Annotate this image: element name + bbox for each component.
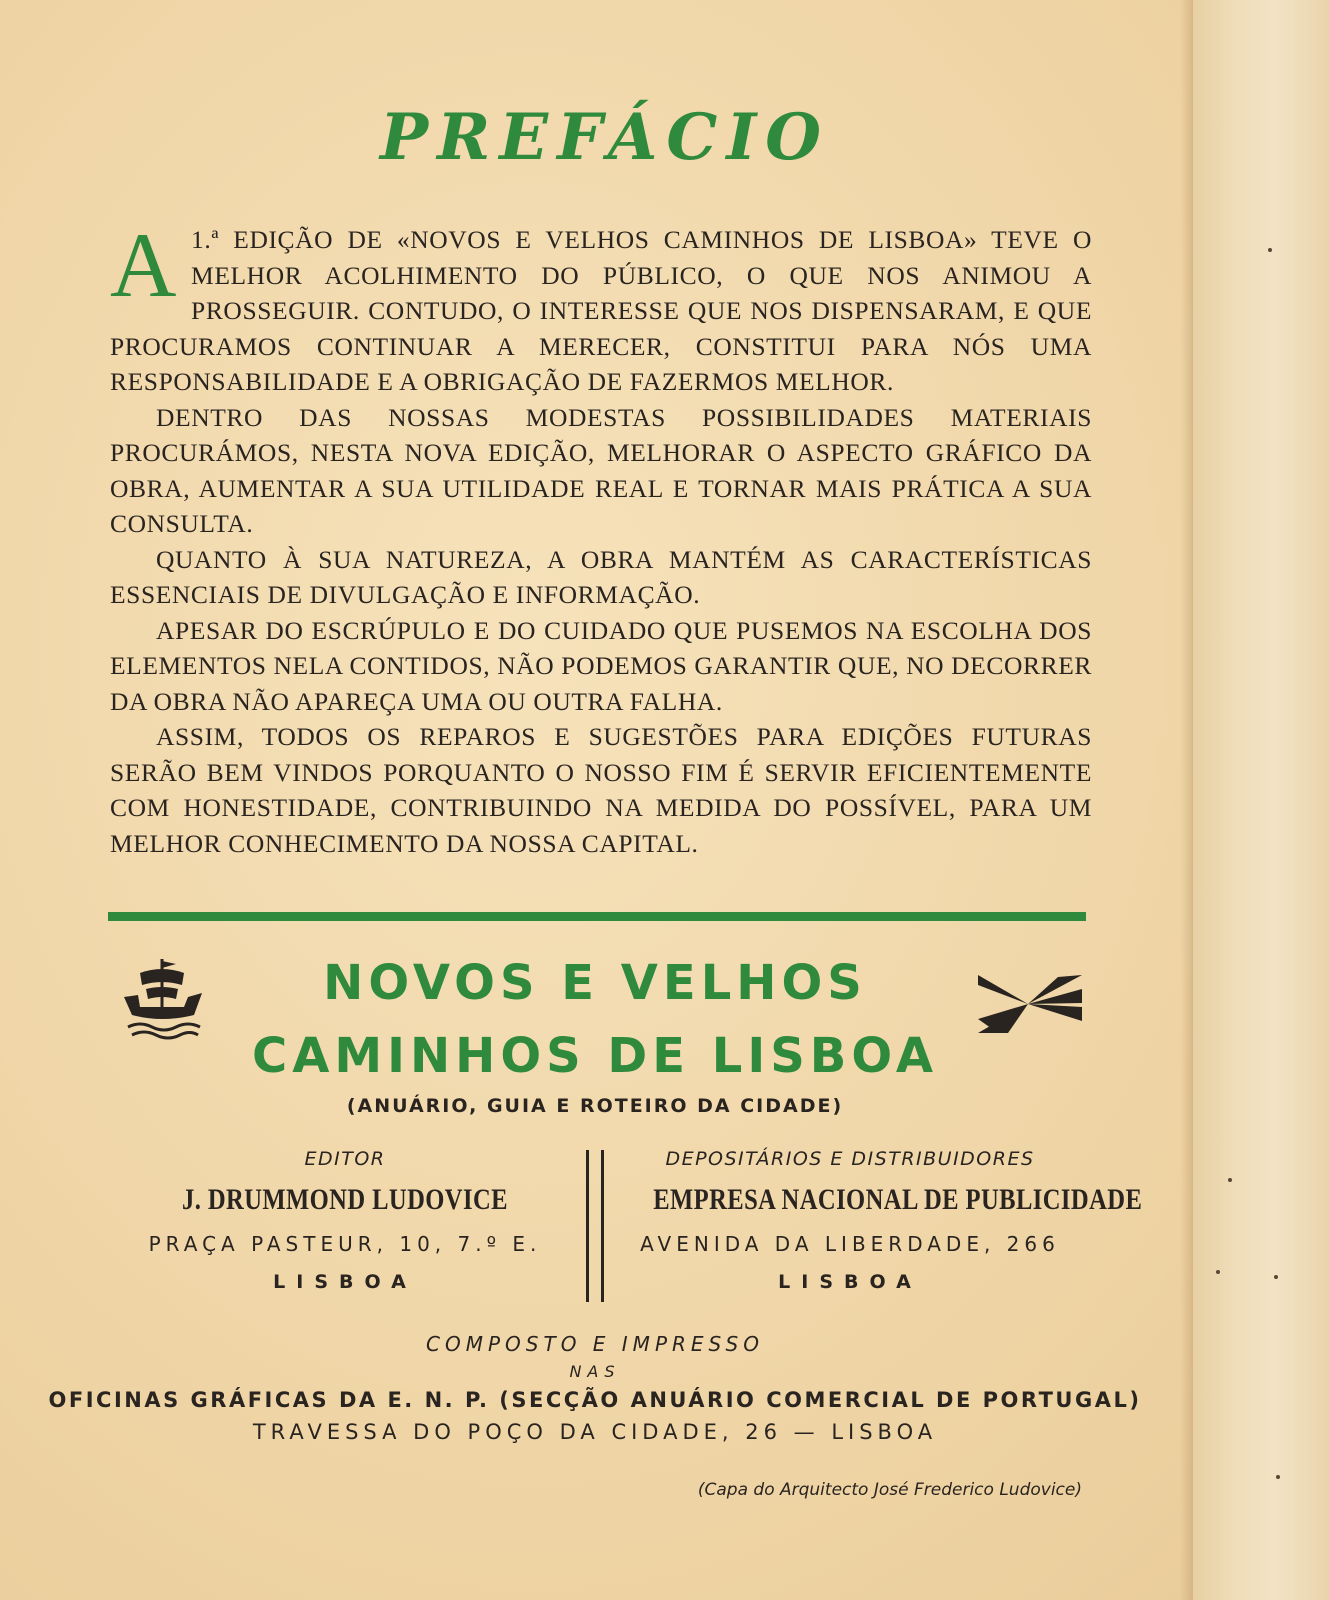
book-spine: [1192, 0, 1329, 1600]
cover-credit: (Capa do Arquitecto José Frederico Ludovice): [697, 1480, 1082, 1500]
editor-city: LISBOA: [273, 1271, 417, 1293]
preface-paragraph: QUANTO À SUA NATUREZA, A OBRA MANTÉM AS CARACTERÍSTICAS ESSENCIAIS DE DIVULGAÇÃO E INFORMAÇÃO.: [110, 544, 1092, 609]
printer-line-2: NAS: [569, 1362, 621, 1381]
drop-cap: A: [110, 214, 178, 316]
column-divider: [586, 1150, 589, 1302]
paper-speck: [1228, 1178, 1232, 1182]
distributor-address: AVENIDA DA LIBERDADE, 266: [640, 1232, 1060, 1256]
editor-role: EDITOR: [304, 1148, 386, 1170]
book-title-line2: CAMINHOS DE LISBOA: [251, 1028, 939, 1084]
distributor-name: EMPRESA NACIONAL DE PUBLICIDADE: [653, 1183, 1143, 1216]
printer-line-3: OFICINAS GRÁFICAS DA E. N. P. (SECÇÃO ANUÁRIO COMERCIAL DE PORTUGAL): [48, 1388, 1142, 1412]
caravel-ship-icon: [118, 955, 206, 1045]
distributor-block: [610, 1142, 1143, 1300]
paper-speck: [1216, 1270, 1220, 1274]
preface-paragraph: DENTRO DAS NOSSAS MODESTAS POSSIBILIDADES MATERIAIS PROCURÁMOS, NESTA NOVA EDIÇÃO, MELHORAR O ASPECTO GRÁFICO DA OBRA, AUMENTAR A SUA UTILIDADE REAL E TORNAR MAIS PRÁTICA A SUA CONSULTA.: [110, 402, 1092, 538]
paper-speck: [1268, 248, 1272, 252]
preface-paragraph: A 1.ª EDIÇÃO DE «NOVOS E VELHOS CAMINHOS DE LISBOA» TEVE O MELHOR ACOLHIMENTO DO PÚBLICO, O QUE NOS ANIMOU A PROSSEGUIR. CONTUDO, O INTERESSE QUE NOS DISPENSARAM, E QUE PROCURAMOS CONTINUAR A MERECER, CONSTITUI PARA NÓS UMA RESPONSABILIDADE E A OBRIGAÇÃO DE FAZERMOS MELHOR.: [110, 214, 1092, 396]
book-title-line1: NOVOS E VELHOS: [323, 955, 867, 1011]
paper-speck: [1274, 1275, 1278, 1279]
book-subtitle: (ANUÁRIO, GUIA E ROTEIRO DA CIDADE): [346, 1095, 844, 1117]
editor-name: J. DRUMMOND LUDOVICE: [182, 1183, 508, 1216]
paper-speck: [1276, 1475, 1280, 1479]
distributor-role: DEPOSITÁRIOS E DISTRIBUIDORES: [665, 1148, 1035, 1170]
column-divider: [601, 1150, 604, 1302]
preface-paragraph: APESAR DO ESCRÚPULO E DO CUIDADO QUE PUSEMOS NA ESCOLHA DOS ELEMENTOS NELA CONTIDOS, NÃO PODEMOS GARANTIR QUE, NO DECORRER DA OBRA NÃO APAREÇA UMA OU OUTRA FALHA.: [110, 615, 1092, 716]
printer-line-4: TRAVESSA DO POÇO DA CIDADE, 26 — LISBOA: [252, 1420, 938, 1444]
printer-line-1: COMPOSTO E IMPRESSO: [426, 1332, 764, 1356]
preface-paragraph: ASSIM, TODOS OS REPAROS E SUGESTÕES PARA EDIÇÕES FUTURAS SERÃO BEM VINDOS PORQUANTO O NOSSO FIM É SERVIR EFICIENTEMENTE COM HONESTIDADE, CONTRIBUINDO NA MEDIDA DO POSSÍVEL, PARA UM MELHOR CONHECIMENTO DA NOSSA CAPITAL.: [110, 722, 1092, 858]
distributor-city: LISBOA: [778, 1271, 922, 1293]
preface-title: PREFÁCIO: [379, 100, 831, 175]
editor-address: PRAÇA PASTEUR, 10, 7.º E.: [148, 1232, 542, 1256]
windrose-flag-icon: [978, 975, 1082, 1033]
editor-block: [110, 1142, 580, 1300]
green-divider-rule: [108, 912, 1086, 921]
preface-text: [110, 214, 1092, 861]
